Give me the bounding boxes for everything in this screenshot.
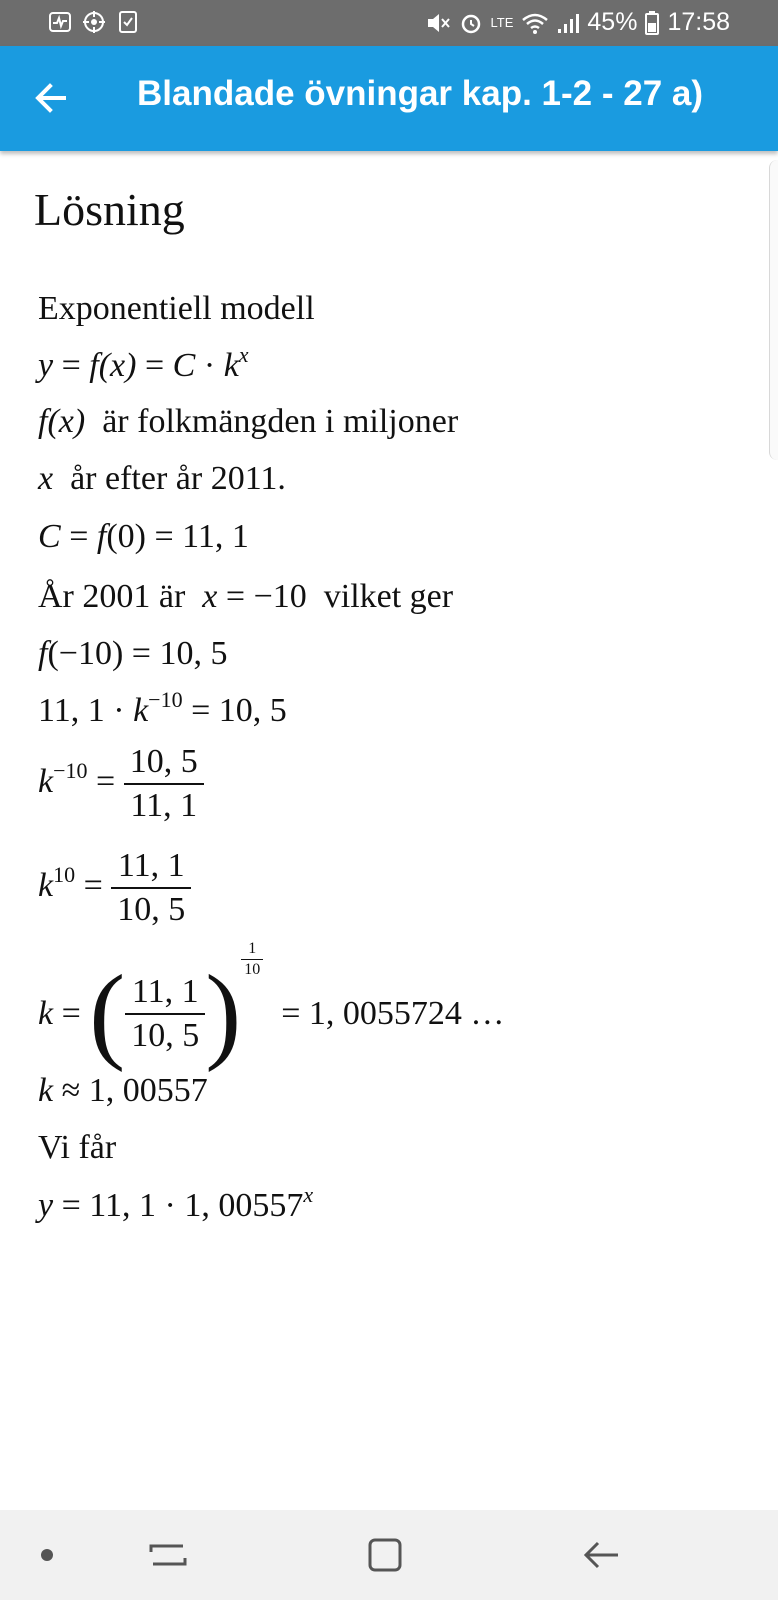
back-arrow-icon[interactable] xyxy=(30,76,74,120)
scroll-indicator[interactable] xyxy=(769,160,778,460)
fraction: $\frac{10, 5}{11, 1}$ xyxy=(124,743,204,825)
network-type: LTE xyxy=(490,15,514,30)
recent-apps-icon[interactable] xyxy=(143,1530,193,1580)
left-paren: ( xyxy=(89,954,126,1073)
fraction: $\frac{11, 1}{10, 5}$ xyxy=(111,847,191,929)
right-paren: ) xyxy=(205,954,242,1073)
solution-heading: Lösning xyxy=(34,184,185,235)
signal-icon xyxy=(557,11,579,35)
line-k-solution: k = ( $\frac{11, 1}{10, 5}$ ) $\frac{1}{10}$ = 1, 0055724 … xyxy=(38,940,505,1073)
line-f-minus-10: f(−10) = 10, 5 xyxy=(38,635,228,672)
clock: 17:58 xyxy=(667,8,730,36)
line-k-approx: k ≈ 1, 00557 xyxy=(38,1072,208,1109)
line-k-minus-10-fraction: $k^{-10}$ = $\frac{10, 5}{11, 1}$ xyxy=(38,743,204,825)
exponent-fraction: $\frac{1}{10}$ xyxy=(241,940,263,979)
line-definition-f: f(x) är folkmängden i miljoner xyxy=(38,403,459,440)
line-definition-x: x år efter år 2011. xyxy=(38,460,286,497)
wifi-icon xyxy=(521,11,549,35)
line-vi-far: Vi får xyxy=(38,1129,117,1166)
target-icon xyxy=(82,10,106,34)
line-formula: $y = f(x) = C \cdot k^x$ xyxy=(38,342,249,384)
app-bar xyxy=(0,46,778,151)
line-constant-c: C = f(0) = 11, 1 xyxy=(38,518,249,555)
line-final-model: y = 11, 1 · 1, 00557$^x$ xyxy=(38,1182,314,1224)
checklist-icon xyxy=(116,10,140,34)
page-title: Blandade övningar kap. 1-2 - 27 a) xyxy=(137,74,703,113)
battery-level: 45% xyxy=(587,8,638,36)
fraction: $\frac{11, 1}{10, 5}$ xyxy=(125,973,205,1055)
navigation-bar xyxy=(0,1510,778,1600)
line-model: Exponentiell modell xyxy=(38,290,315,327)
mute-icon xyxy=(425,11,451,35)
line-equation: 11, $1 \cdot k^{-10} = 10$, 5 xyxy=(38,687,287,729)
back-icon[interactable] xyxy=(578,1530,628,1580)
battery-icon xyxy=(645,11,659,35)
dot-icon[interactable] xyxy=(22,1530,72,1580)
home-icon[interactable] xyxy=(360,1530,410,1580)
status-notification-icons xyxy=(48,10,140,34)
line-year-2001: År 2001 är x = −10 vilket ger xyxy=(38,578,454,615)
status-bar xyxy=(0,0,778,46)
activity-icon xyxy=(48,10,72,34)
alarm-icon xyxy=(459,11,483,35)
line-k-10-fraction: $k^{10}$ = $\frac{11, 1}{10, 5}$ xyxy=(38,847,191,929)
status-system-icons xyxy=(425,8,731,37)
